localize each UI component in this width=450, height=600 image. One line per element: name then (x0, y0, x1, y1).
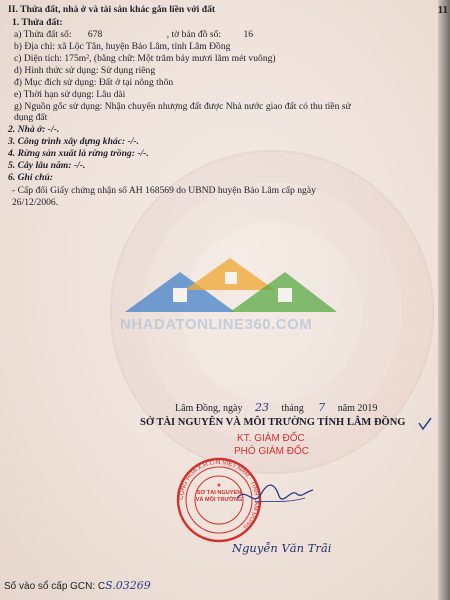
watermark-house-logo (125, 250, 340, 320)
parcel-number-value: 678 (87, 29, 103, 40)
perennial-line: 5. Cây lâu năm: -/-. (8, 160, 86, 171)
signing-date (175, 401, 377, 414)
usage-form-line: d) Hình thức sử dụng: Sử dụng riêng (14, 65, 156, 76)
svg-text:★: ★ (216, 483, 222, 489)
address-line: b) Địa chỉ: xã Lộc Tân, huyện Bảo Lâm, tỉnh Lâm Đồng (14, 41, 231, 52)
issuing-agency: SỞ TÀI NGUYÊN VÀ MÔI TRƯỜNG TỈNH LÂM ĐỒNG (140, 417, 406, 428)
date-place: Lâm Đồng, ngày (175, 403, 243, 414)
date-year: năm 2019 (337, 403, 378, 414)
notes-line-1: - Cấp đổi Giấy chứng nhận số AH 168569 do UBND huyện Bảo Lâm cấp ngày (12, 185, 316, 196)
forest-line: 4. Rừng sản xuất là rừng trồng: -/-. (8, 148, 149, 159)
date-day: 23 (255, 401, 269, 414)
gcn-label: Số vào sổ cấp GCN: C (4, 581, 106, 592)
gcn-value: S.03269 (105, 579, 151, 592)
usage-purpose-line: đ) Mục đích sử dụng: Đất ở tại nông thôn (14, 77, 174, 88)
position-title-1: KT. GIÁM ĐỐC (237, 433, 305, 444)
handwritten-signature (235, 478, 315, 518)
land-heading: 1. Thửa đất: (12, 17, 63, 28)
section-title: II. Thửa đất, nhà ở và tài sản khác gắn liền với đất (8, 4, 216, 15)
usage-origin-line-2: dụng đất (14, 112, 48, 123)
house-line: 2. Nhà ở: -/-. (8, 124, 60, 135)
date-month: 7 (318, 401, 326, 414)
notes-line-2: 26/12/2006. (12, 197, 59, 208)
map-sheet-label: , tờ bản đồ số: (166, 29, 222, 40)
parcel-number-label: a) Thửa đất số: (14, 29, 72, 40)
gcn-registry-number (4, 579, 151, 592)
position-title-2: PHÓ GIÁM ĐỐC (234, 446, 310, 457)
page-edge-shadow (438, 0, 450, 600)
signer-name: Nguyễn Văn Trãi (232, 541, 332, 555)
area-line: c) Diện tích: 175m², (bằng chữ: Một trăm bảy mươi lăm mét vuông) (14, 53, 276, 64)
map-sheet-value: 16 (243, 29, 254, 40)
parcel-number-line (14, 29, 253, 40)
watermark-text: NHADATONLINE360.COM (120, 316, 313, 333)
date-month-label: tháng (281, 403, 304, 414)
usage-term-line: e) Thời hạn sử dụng: Lâu dài (14, 89, 126, 100)
construction-line: 3. Công trình xây dựng khác: -/-. (8, 136, 140, 147)
notes-heading: 6. Ghi chú: (8, 172, 54, 183)
page-number: 11 (437, 4, 448, 16)
usage-origin-line: g) Nguồn gốc sử dụng: Nhận chuyển nhượng đất được Nhà nước giao đất có thu tiền sử (14, 101, 351, 112)
seal-ring-text: CỘNG HÒA X.H.C.N VIỆT NAM · TỈNH LÂM ĐỒNG (177, 458, 261, 531)
checkmark-icon (418, 417, 432, 431)
seal-center-text: SỞ TÀI NGUYÊN VÀ MÔI TRƯỜNG (195, 490, 243, 503)
